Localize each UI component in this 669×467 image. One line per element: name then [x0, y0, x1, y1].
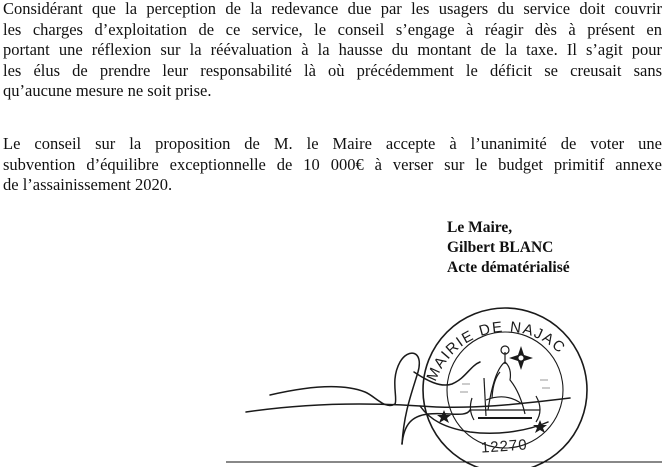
- paragraph-subvention: [3, 134, 662, 196]
- signature-block: [447, 218, 570, 278]
- dematerialized-note: Acte dématérialisé: [447, 259, 570, 276]
- paragraph-line: Considérant que la perception de la redevance due par les usagers du service doit couvrir: [3, 0, 662, 18]
- star-icon: [437, 410, 547, 433]
- paragraph-line: de l’assainissement 2020.: [3, 175, 173, 195]
- paragraph-line: portant une réflexion sur la réévaluation à la hausse du montant de la taxe. Il s’agit pour: [3, 40, 662, 60]
- paragraph-line: qu’aucune mesure ne soit prise.: [3, 81, 212, 101]
- paragraph-redevance: [3, 0, 662, 102]
- seal-circular-text: MAIRIE DE NAJAC: [423, 318, 570, 384]
- paragraph-line: les charges d’exploitation de ce service, le conseil s’engage à réagir dès à présent en: [3, 19, 662, 39]
- paragraph-line: les élus de prendre leur responsabilité là où précédemment le déficit se creusait sans: [3, 60, 662, 80]
- compass-rose-icon: [509, 346, 533, 370]
- seal-hatching: [460, 380, 550, 392]
- paragraph-line: subvention d’équilibre exceptionnelle de 10 000€ à verser sur le budget primitif annexe: [3, 154, 662, 174]
- handwritten-signature: [246, 353, 570, 444]
- signatory-title: Le Maire,: [447, 219, 513, 236]
- marianne-figure-icon: [470, 346, 540, 422]
- seal-postal-code: 12270: [480, 436, 529, 457]
- paragraph-line: Le conseil sur la proposition de M. le Maire accepte à l’unanimité de voter une: [3, 134, 662, 153]
- signatory-name: Gilbert BLANC: [447, 239, 554, 256]
